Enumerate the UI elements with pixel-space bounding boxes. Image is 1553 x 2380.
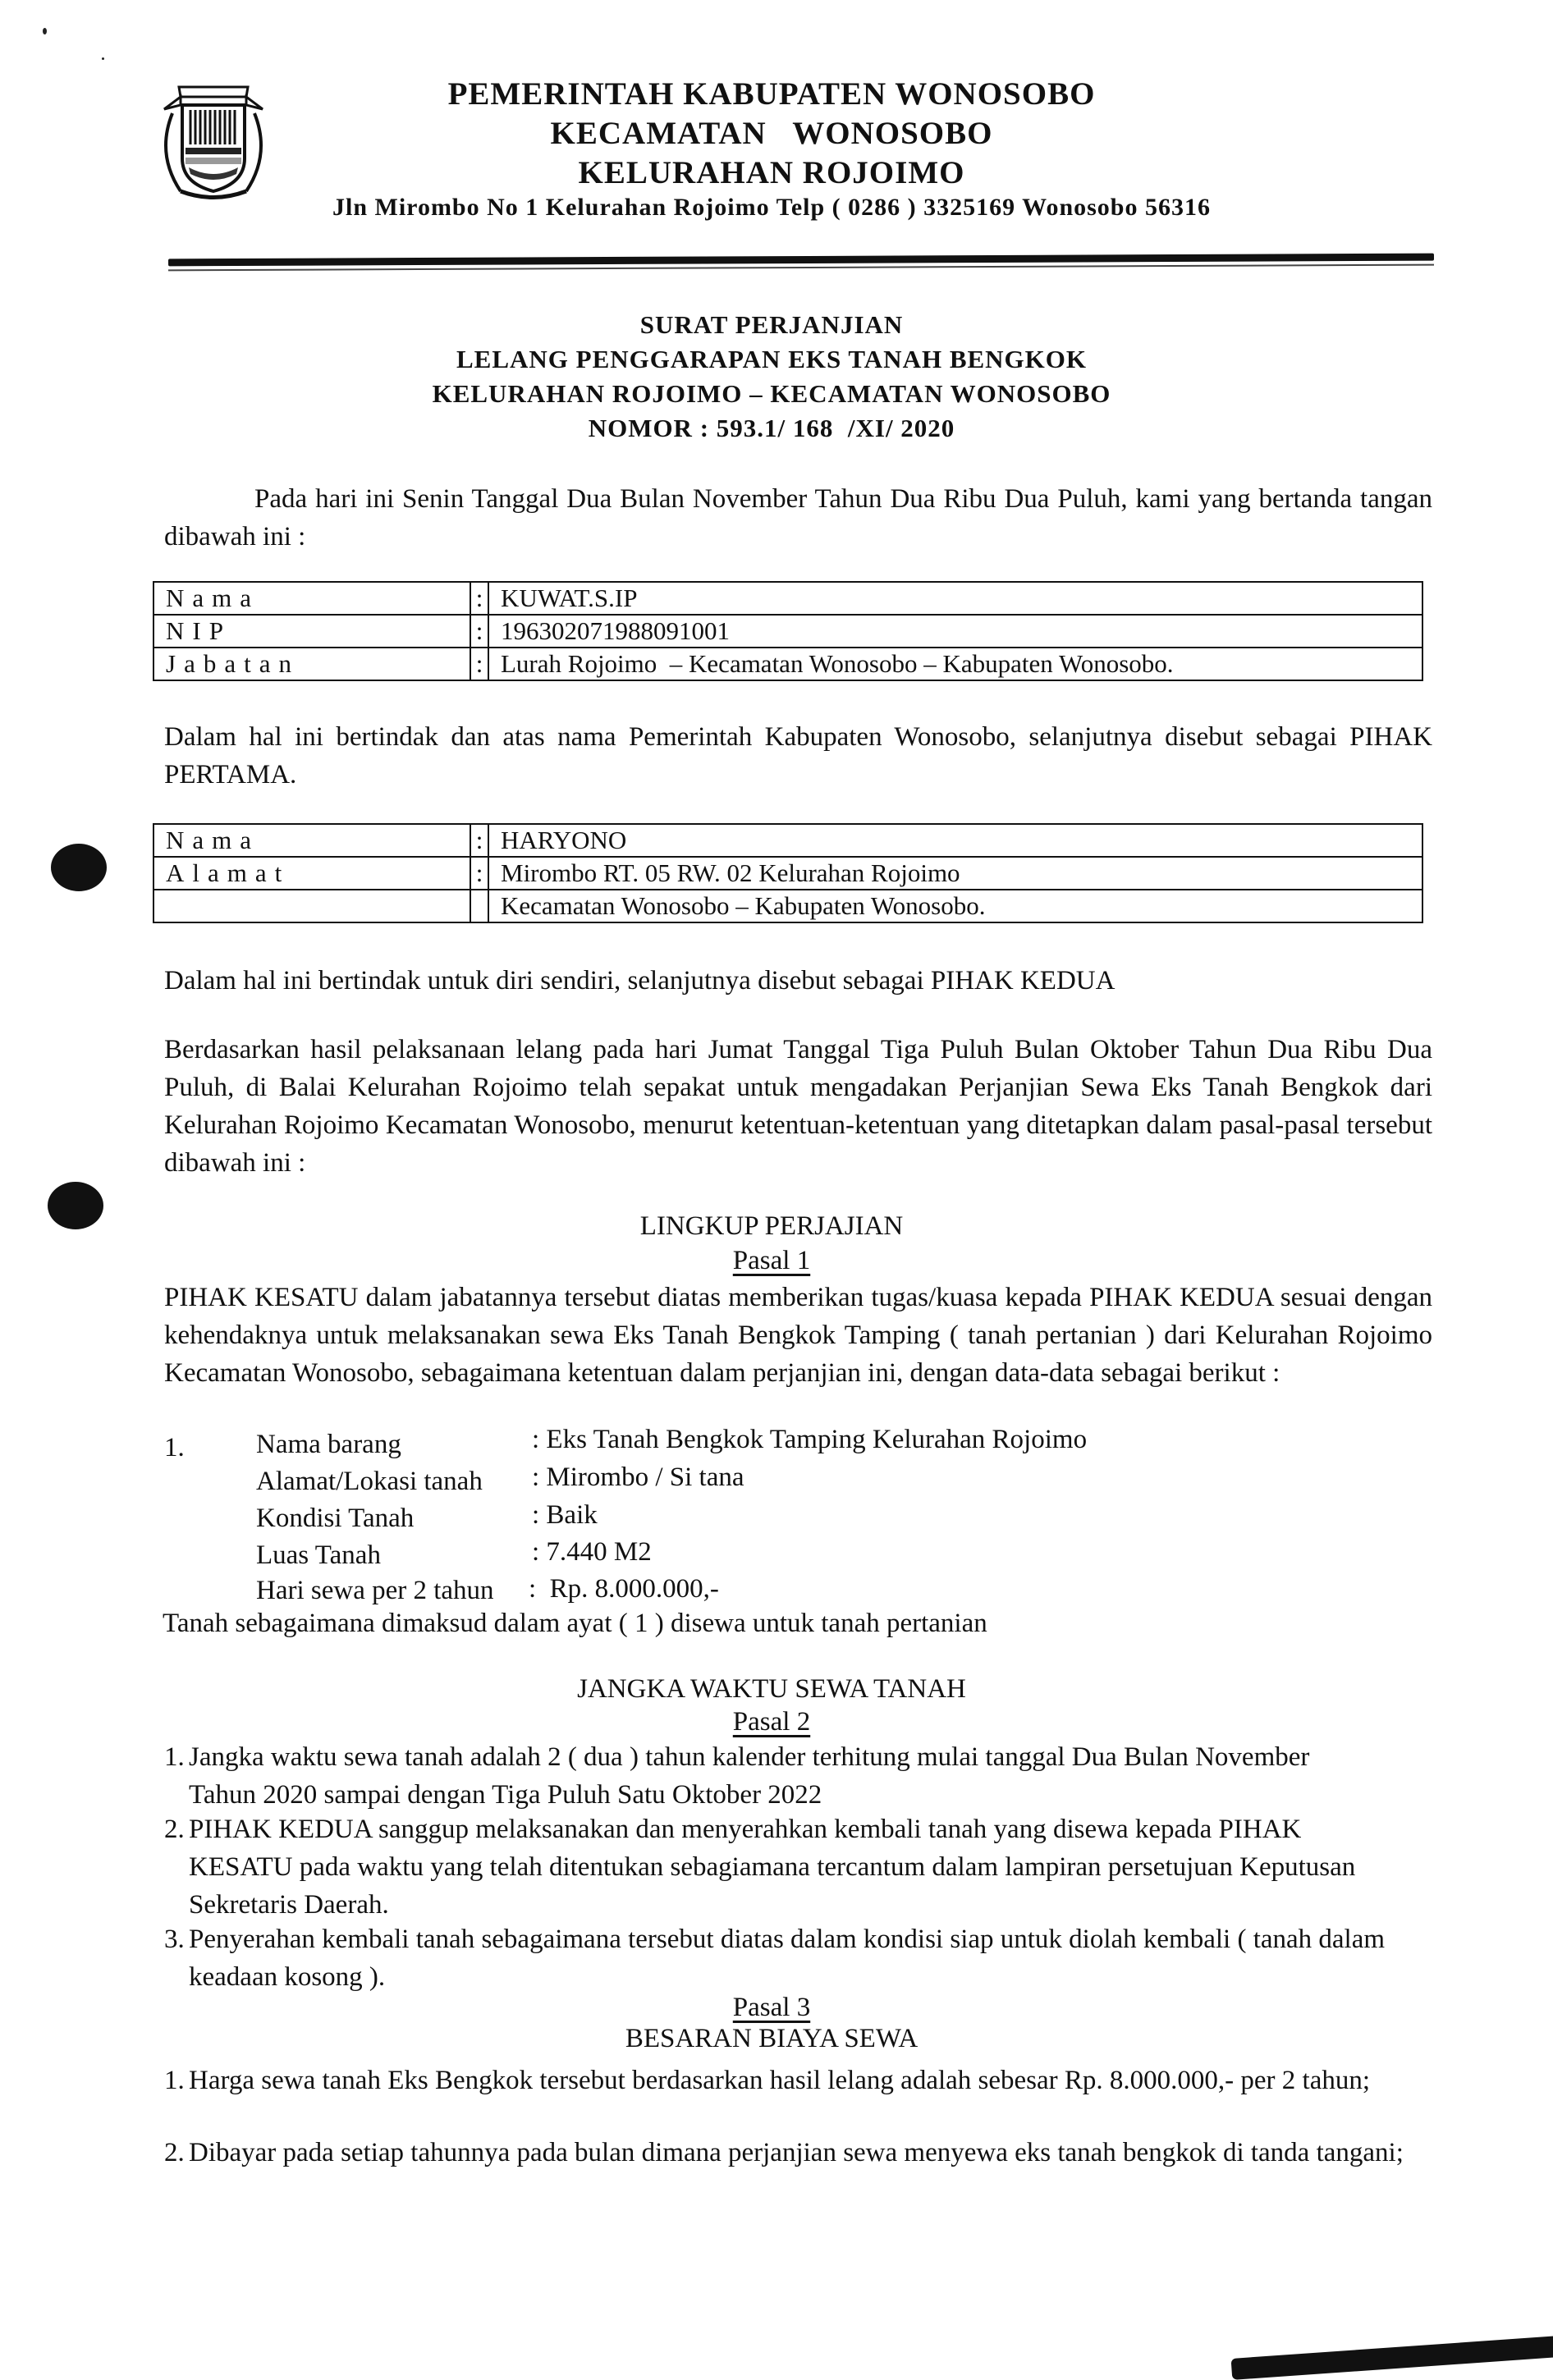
detail-value-area: : 7.440 M2 xyxy=(532,1537,652,1567)
party1-name-label: Nama xyxy=(153,582,470,615)
section3-item-2 xyxy=(164,2134,1432,2172)
detail-label-item-name: Nama barang xyxy=(256,1430,401,1459)
table-row xyxy=(153,890,1422,922)
section1-heading: LINGKUP PERJAJIAN xyxy=(639,1211,904,1241)
detail-label-condition: Kondisi Tanah xyxy=(256,1504,415,1533)
doc-subtitle-location: KELURAHAN ROJOIMO – KECAMATAN WONOSOBO xyxy=(432,379,1111,408)
list-number: 1. xyxy=(164,1742,185,1772)
colon: : xyxy=(470,615,488,648)
list-text: PIHAK KEDUA sanggup melaksanakan dan menyerahkan kembali tanah yang disewa kepada PIHAK KESATU pada waktu yang telah ditentukan sebagiamana tercantum dalam lampiran persetujuan Keputusan Sekretaris Daerah. xyxy=(189,1815,1356,1920)
section2-item-1 xyxy=(164,1738,1432,1814)
detail-value-location: : Mirombo / Si tana xyxy=(532,1462,744,1492)
colon: : xyxy=(470,824,488,857)
party2-identity-table xyxy=(153,823,1423,923)
section3-heading: BESARAN BIAYA SEWA xyxy=(625,2024,919,2053)
detail-value-item-name: : Eks Tanah Bengkok Tamping Kelurahan Rojoimo xyxy=(532,1425,1088,1454)
pasal-2-label: Pasal 2 xyxy=(732,1707,811,1737)
table-row xyxy=(153,582,1422,615)
section1-pasal xyxy=(115,1246,1428,1276)
party1-statement: Dalam hal ini bertindak dan atas nama Pemerintah Kabupaten Wonosobo, selanjutnya disebut sebagai PIHAK PERTAMA. xyxy=(164,722,1432,790)
section2-pasal xyxy=(115,1707,1428,1737)
section3-pasal xyxy=(115,1993,1428,2023)
scan-speck xyxy=(43,28,47,34)
list-text: Jangka waktu sewa tanah adalah 2 ( dua ) tahun kalender terhitung mulai tanggal Dua Bulan November Tahun 2020 sampai dengan Tiga Puluh Satu Oktober 2022 xyxy=(189,1742,1310,1810)
section2-item-2 xyxy=(164,1810,1432,1924)
letterhead-government: PEMERINTAH KABUPATEN WONOSOBO xyxy=(447,76,1096,112)
section1-item-number: 1. xyxy=(164,1433,185,1462)
list-number: 3. xyxy=(164,1925,185,1954)
letterhead-address: Jln Mirombo No 1 Kelurahan Rojoimo Telp ( 0286 ) 3325169 Wonosobo 56316 xyxy=(332,194,1211,221)
detail-value-condition: : Baik xyxy=(532,1500,598,1530)
table-row xyxy=(153,824,1422,857)
party2-statement: Dalam hal ini bertindak untuk diri sendiri, selanjutnya disebut sebagai PIHAK KEDUA xyxy=(164,966,1116,995)
party2-address-label-cont xyxy=(153,890,470,922)
party2-name-label: Nama xyxy=(153,824,470,857)
colon: : xyxy=(470,857,488,890)
basis-paragraph: Berdasarkan hasil pelaksanaan lelang pada hari Jumat Tanggal Tiga Puluh Bulan Oktober Tahun Dua Ribu Dua Puluh, di Balai Kelurahan Rojoimo telah sepakat untuk mengadakan Perjanjian Sewa Eks Tanah Bengkok dari Kelurahan Rojoimo Kecamatan Wonosobo, menurut ketentuan-ketentuan yang ditetapkan dalam pasal-pasal tersebut dibawah ini : xyxy=(164,1035,1432,1178)
section1-paragraph: PIHAK KESATU dalam jabatannya tersebut diatas memberikan tugas/kuasa kepada PIHAK KEDUA sesuai dengan kehendaknya untuk melaksanakan sewa Eks Tanah Bengkok Tamping ( tanah pertanian ) dari Kelurahan Rojoimo Kecamatan Wonosobo, sebagaimana ketentuan dalam perjanjian ini, dengan data-data sebagai berikut : xyxy=(164,1283,1432,1388)
detail-label-area: Luas Tanah xyxy=(256,1540,381,1570)
list-text: Harga sewa tanah Eks Bengkok tersebut berdasarkan hasil lelang adalah sebesar Rp. 8.000.000,- per 2 tahun; xyxy=(189,2066,1371,2095)
party1-nip-label: NIP xyxy=(153,615,470,648)
detail-label-rent: Hari sewa per 2 tahun xyxy=(256,1576,494,1605)
colon: : xyxy=(470,582,488,615)
letterhead-district: KECAMATAN WONOSOBO xyxy=(550,116,993,151)
detail-value-rent: : Rp. 8.000.000,- xyxy=(529,1574,719,1604)
section1-closing: Tanah sebagaimana dimaksud dalam ayat ( 1 ) disewa untuk tanah pertanian xyxy=(163,1609,987,1638)
party2-address-value-cont: Kecamatan Wonosobo – Kabupaten Wonosobo. xyxy=(488,890,1422,922)
list-number: 2. xyxy=(164,1815,185,1844)
scan-speck xyxy=(102,57,104,60)
table-row xyxy=(153,857,1422,890)
party1-name-value: KUWAT.S.IP xyxy=(488,582,1422,615)
opening-text: Pada hari ini Senin Tanggal Dua Bulan November Tahun Dua Ribu Dua Puluh, kami yang bertanda tangan dibawah ini : xyxy=(164,484,1432,552)
list-number: 2. xyxy=(164,2138,185,2167)
party2-address-value: Mirombo RT. 05 RW. 02 Kelurahan Rojoimo xyxy=(488,857,1422,890)
letterhead-village: KELURAHAN ROJOIMO xyxy=(578,155,965,190)
party1-nip-value: 196302071988091001 xyxy=(488,615,1422,648)
doc-subtitle: LELANG PENGGARAPAN EKS TANAH BENGKOK xyxy=(456,345,1088,373)
colon: : xyxy=(470,648,488,680)
doc-title: SURAT PERJANJIAN xyxy=(639,310,904,339)
table-row xyxy=(153,615,1422,648)
opening-paragraph xyxy=(164,480,1432,556)
list-number: 1. xyxy=(164,2066,185,2095)
punch-hole-bottom xyxy=(48,1182,103,1229)
punch-hole-top xyxy=(51,844,107,891)
party1-position-value: Lurah Rojoimo – Kecamatan Wonosobo – Kabupaten Wonosobo. xyxy=(488,648,1422,680)
pasal-1-label: Pasal 1 xyxy=(732,1246,811,1275)
party2-address-label: Alamat xyxy=(153,857,470,890)
pasal-3-label: Pasal 3 xyxy=(732,1993,811,2022)
party1-identity-table xyxy=(153,581,1423,681)
list-text: Penyerahan kembali tanah sebagaimana tersebut diatas dalam kondisi siap untuk diolah kembali ( tanah dalam keadaan kosong ). xyxy=(189,1925,1386,1992)
party2-name-value: HARYONO xyxy=(488,824,1422,857)
party1-position-label: Jabatan xyxy=(153,648,470,680)
detail-label-location: Alamat/Lokasi tanah xyxy=(256,1467,483,1496)
section2-item-3 xyxy=(164,1920,1432,1996)
doc-number: NOMOR : 593.1/ 168 /XI/ 2020 xyxy=(588,414,955,442)
list-text: Dibayar pada setiap tahunnya pada bulan dimana perjanjian sewa menyewa eks tanah bengkok di tanda tangani; xyxy=(189,2138,1404,2167)
colon xyxy=(470,890,488,922)
table-row xyxy=(153,648,1422,680)
section2-heading: JANGKA WAKTU SEWA TANAH xyxy=(577,1674,966,1704)
section3-item-1 xyxy=(164,2062,1432,2099)
